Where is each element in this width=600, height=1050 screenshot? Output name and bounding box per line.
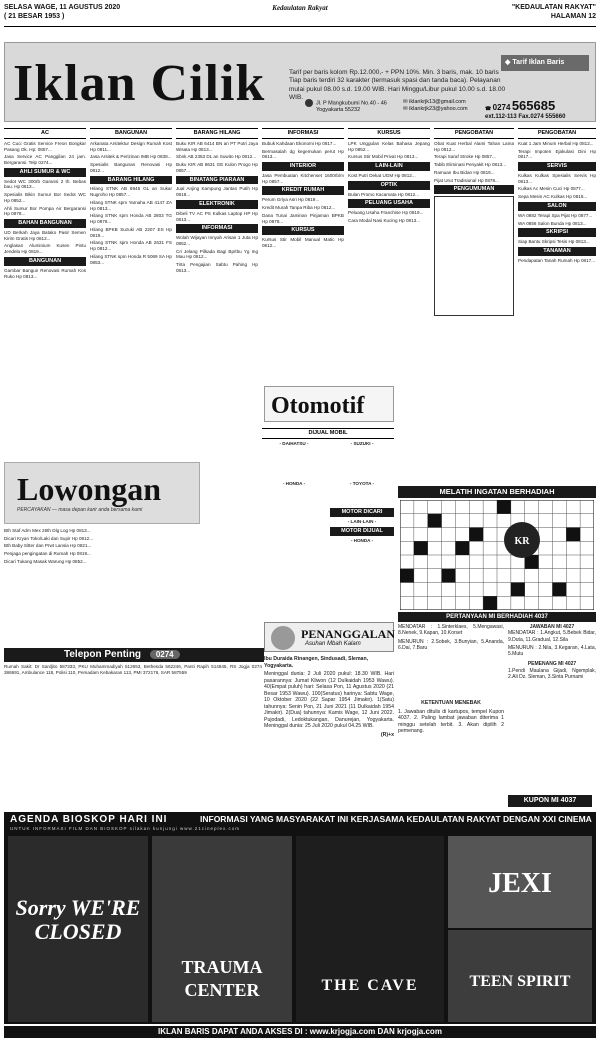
ketentuan-title: KETENTUAN MENEBAK [421, 700, 481, 706]
section-bangunan: BANGUNAN [4, 257, 86, 266]
jawaban-header: JAWABAN MI 4027 [529, 624, 575, 630]
list-item: Siap Bantu Skripsi Tesis Hp 0813... [518, 239, 590, 245]
grid-black-cell [483, 596, 497, 610]
list-item: Sbnk AB 2353 DL an Suwito Hp 0812... [176, 154, 257, 160]
lowongan-subtitle: PERCAYAKAN — masa depan karir anda bersama kami [17, 507, 143, 513]
section-tanaman: TANAMAN [518, 247, 596, 256]
list-item: Perum Griya Asri Hp 0819... [262, 197, 320, 203]
tts-mendatar: MENDATAR : 1.Sinterklaes, 5.Mengawasi, 8.Nenek, 9.Kapan, 10.Korset [398, 624, 504, 637]
tts-answers [508, 624, 596, 794]
list-item: Hilang STNK AB 6945 GL an Sukar Nugroho Hp 0857... [90, 186, 172, 198]
kupon-label: KUPON MI 4037 [508, 795, 592, 807]
brand-toyota: - TOYOTA - [349, 480, 375, 486]
phone-prefix: 0274 [492, 103, 511, 112]
email-1[interactable]: iklankrjk13@gmail.com [409, 99, 466, 105]
page-header [4, 4, 596, 24]
column-7 [518, 126, 596, 482]
section-ahli-sumur: AHLI SUMUR & WC [4, 168, 86, 177]
section-motor-dicari: MOTOR DICARI [330, 508, 394, 517]
mail-icon: ✉ [403, 105, 410, 112]
grid-black-cell [566, 528, 580, 542]
section-salon: SALON [518, 202, 596, 211]
telepon-text: Rumah Sakit: Dr Sardjito 587333, PKU Muhammadiyah 512653, Bethesda 562246, Panti Rapih 514845, RS Jogja 0274 386691, Ambulance 118, Polisi 110, Pemadam Kebakaran 113, PMI 372176, SAR 587559 [4, 664, 262, 675]
list-item: Bth Baby Sitter dan Prwt Lansia Hp 0821... [4, 543, 92, 549]
telepon-title: Telepon Penting [64, 649, 142, 660]
lowongan-sub: PERCAYAKAN [17, 507, 51, 513]
ads-daihatsu [262, 447, 326, 481]
list-item: Obat Kuat Herbal Alami Tahan Lama Hp 0812... [434, 140, 514, 152]
list-item: Dicari Kryan Toko/Laki dan Supir Hp 0812... [4, 535, 94, 541]
paper-name: "KEDAULATAN RAKYAT" [511, 4, 596, 11]
section-skripsi: SKRIPSI [518, 228, 596, 237]
penanggalan-heading: Ibu Duraida Rinangen, Sindusadi, Sleman, Yogyakarta. [264, 656, 369, 669]
grid-black-cell [400, 569, 414, 583]
otomotif-columns [262, 441, 394, 576]
poster-trauma-center[interactable] [152, 836, 292, 1022]
grid-black-cell [469, 528, 483, 542]
list-item: Buku KIR AB 6414 BN an PT Putri Jaya Wisata Hp 0813... [176, 140, 258, 152]
hijri-date: ( 21 BESAR 1953 ) [4, 13, 65, 20]
list-item: WA 0882 Terapi Spa Pijat Hp 0877... [518, 212, 593, 218]
penanggalan-signature: (R)+x [380, 731, 394, 738]
brand-honda-motor: - HONDA - [350, 537, 374, 543]
grid-black-cell [442, 569, 456, 583]
tts-menurun: MENURUN : 2.Sobek, 3.Bunyian, 5.Ananda, 6.Dai, 7.Baru [398, 638, 504, 651]
telepon-list [4, 664, 262, 804]
list-item: Kuat 1 Jam Minum Herbal Hp 0812... [518, 140, 594, 146]
list-item: Kost Putri Dekat UGM Hp 0812... [348, 172, 416, 178]
lowongan-ads [4, 528, 260, 644]
crossword-grid [400, 500, 594, 610]
list-item: UD Berkah Jaya Batako Pasir Semen Kirim Gratis Hp 0812... [4, 229, 86, 241]
phone-block [485, 98, 565, 122]
email-2[interactable]: iklankrjk23@yahoo.com [409, 105, 468, 112]
list-item: Kursus Stir Mobil Privat Hp 0813... [348, 154, 419, 160]
poster-title: Sorry WE'RE CLOSED [15, 895, 141, 945]
brand-suzuki: - SUZUKI - [350, 440, 374, 446]
list-item: Gambar Bangun Renovasi Rumah Kos Ruko Hp 0813... [4, 267, 86, 279]
poster-teen-spirit[interactable] [448, 930, 592, 1022]
list-item: Hilang BPKB Suzuki AB 2207 ES Hp 0819... [90, 226, 172, 238]
telepon-penting-header [4, 648, 264, 662]
otomotif-col-a [262, 441, 326, 576]
fax-number: 555660 [545, 114, 566, 121]
svg-text:KR: KR [514, 536, 530, 547]
jawaban-mendatar: MENDATAR : 1.Angkut, 5.Bebek Bidar, 9.Duta, 11.Gradual, 12.Sila [508, 630, 596, 643]
telepon-area-code: 0274 [150, 650, 180, 659]
list-item: Pendapatan Tanah Rumah Hp 0817... [518, 257, 596, 263]
list-item: Hilang STNK spm Honda AB 2631 FS Hp 0812... [90, 240, 172, 252]
list-item: Spesialis Bangunan Renovasi Hp 0812... [90, 162, 172, 173]
phone-ext: ext.112-113 Fax.0274 [485, 114, 544, 121]
section-interior: INTERIOR [262, 162, 344, 171]
section-optik: OPTIK [348, 181, 430, 190]
list-item: Terapi Saraf Stroke Hp 0857... [434, 154, 496, 160]
list-item: Peluang Usaha Franchise Hp 0819... [348, 210, 424, 216]
bioskop-title: AGENDA BIOSKOP HARI INI [10, 814, 168, 825]
list-item: Tirta Pengajian Sabtu Pahing Hp 0813... [176, 262, 258, 273]
bioskop-section [4, 812, 596, 1024]
phone-main[interactable]: 565685 [511, 98, 556, 113]
brand-lain: - LAIN-LAIN - [347, 519, 377, 525]
location-pin-icon [305, 99, 313, 107]
list-item: Arkanata Arsitektur Design Rumah Kost Hp 0811... [90, 140, 172, 152]
lowongan-banner [4, 462, 200, 524]
list-item: Sedot WC 300rb Garansi 2 th. Bebas bau. Hp 0813... [4, 178, 86, 190]
poster-the-cave[interactable] [296, 836, 444, 1022]
section-elektronik: ELEKTRONIK [176, 200, 258, 209]
list-item: Dibeli TV AC PS Kulkas Laptop HP Hp 0813... [176, 210, 258, 222]
address-line-2: Yogyakarta 55232 [316, 107, 361, 114]
list-item: Bubuk Kahdaan Ekonomi Hp 0817... [262, 140, 337, 146]
section-kredit-rumah: KREDIT RUMAH [262, 186, 344, 195]
otomotif-section [262, 426, 394, 622]
list-item: Kursus Stir Mobil Manual Matic Hp 0812... [262, 237, 344, 248]
section-kursus: KURSUS [262, 226, 344, 235]
list-item: WA 0856 Salon Bunda Hp 0813... [518, 220, 587, 226]
list-item: AC Cuci Gratis Service Freon Bongkar Pasang Ok. Hp: 0857... [4, 140, 86, 152]
column-6 [434, 126, 514, 482]
list-item: Anglasan Aluminium Kusen Pintu Jendela Hp 0819... [4, 243, 86, 255]
banner-title: Iklan Cilik [13, 55, 266, 112]
tag-icon: ◆ [505, 58, 513, 66]
list-item: Kredit Murah Tanpa Riba Hp 0812... [262, 205, 336, 211]
list-item: LPK Unggulan Kelas Bahasa Jepang Hp 0852... [348, 140, 430, 152]
footer-banner: IKLAN BARIS DAPAT ANDA AKSES DI : www.krjogja.com DAN krjogja.com [4, 1026, 596, 1038]
column-2 [90, 126, 172, 460]
iklan-cilik-banner [4, 42, 596, 122]
brand-honda: - HONDA - [282, 480, 306, 486]
list-item: Sepa Mesin AC Kulkas Hp 0816... [518, 194, 588, 200]
list-item: Wolah Wijayan Innyah Arisan 1 Juta Hp 0852... [176, 235, 258, 246]
list-item: Terapi Impoten Ejakulasi Dini Hp 0817... [518, 148, 596, 160]
section-peluang-usaha: PELUANG USAHA [348, 199, 430, 208]
grid-black-cell [414, 541, 428, 555]
masthead: Kedaulatan Rakyat [272, 4, 328, 12]
mail-icon: ✉ [403, 99, 410, 105]
section-kursus: KURSUS [348, 128, 430, 139]
section-bahan-bangunan: BAHAN BANGUNAN [4, 219, 86, 228]
section-pengobatan: PENGOBATAN [518, 128, 596, 139]
list-item: Bermasalah dg kegemukan perut Hp 0813... [262, 148, 344, 160]
list-item: Kulkas Ac Mesin Cuci Hp 0877... [518, 186, 585, 192]
grid-black-cell [497, 500, 511, 514]
poster-title: JEXI [488, 868, 552, 899]
tarif-logo-label: Tarif Iklan Baris [512, 58, 565, 66]
grid-black-cell [511, 583, 525, 597]
list-item: Hilang STNK spm Yamaha AB 4147 ZA Hp 0813... [90, 199, 172, 211]
section-pengobatan: PENGOBATAN [434, 128, 514, 139]
penanggalan-text: Meninggal dunia: 2 Juli 2020 pukul: 18.30 WIB. Hari pasarannya: Jumat Kliwon (12 Dulkaidah 1953 Wawu). 40(Empat puluh) hari: Selasa Pon, 11 Agustus 2020 (21 Besar 1953 Wawu). 100(Seratus) harinya: Sabtu Wage, 10 Oktober 2020 (22 Sapar 1954 Jimakir). 1(Satu) tahunnya: Senin Pon, 21 Juni 2021 (11 Dulkaidah 1954 Jimakir). 2(Dua) tahunnya: Kamis Wage, 12 Juni 2022. Pujodadi, Ledoktukangan, Danurejan, Yogyakarta. Meninggal dunia: 25 Juli 2020 pukul 04.25 WIB. [264, 671, 394, 729]
poster-title: TEEN SPIRIT [469, 973, 571, 990]
section-ac: AC [4, 128, 86, 139]
otomotif-title: Otomotif [271, 393, 365, 419]
section-informasi: INFORMASI [262, 128, 344, 139]
list-item: Jasa Service AC Panggilan 24 jam. Bergaransi. Telp 0274... [4, 154, 86, 166]
list-item: Bth Staf Adm Mex 26th Dlg Log Hp 0813... [4, 528, 91, 533]
announcement-box [434, 196, 514, 316]
section-lain-lain: LAIN-LAIN [348, 162, 430, 171]
poster-title: TRAUMA CENTER [181, 957, 263, 1000]
grid-black-cell [428, 514, 442, 528]
section-barang-hilang: BARANG HILANG [90, 176, 172, 185]
tts-questions [398, 624, 504, 698]
list-item: Tabib Eliminasi Penyakit Hp 0813... [434, 162, 507, 168]
list-item: Cri Jelang Pilkada Bagi Bp/Ibu Yg Ing Mau Hp 0812... [176, 248, 258, 260]
grid-black-cell [552, 583, 566, 597]
section-servis: SERVIS [518, 162, 596, 171]
date-line: SELASA WAGE, 11 AGUSTUS 2020 [4, 4, 121, 11]
list-item: Cara Modal Nasi Kucing Hp 0813... [348, 217, 421, 223]
page-number: HALAMAN 12 [550, 13, 596, 20]
penanggalan-banner [264, 622, 394, 652]
header-rule [4, 26, 596, 27]
ketentuan-box [398, 700, 504, 800]
section-bangunan: BANGUNAN [90, 128, 172, 139]
list-item: Jual Anjing Kampung Jantan Putih Hp 0818... [176, 186, 258, 198]
list-item: Jasa Pembuatan Kitchenset 1600rb/m Hp 0857... [262, 172, 344, 184]
section-barang-hilang: BARANG HILANG [176, 128, 258, 139]
brand-daihatsu: - DAIHATSU - [279, 440, 309, 446]
list-item: Buku KIR AB 8631 GE Kulon Progo Hp 0857... [176, 162, 258, 173]
list-item: Bulan Promo Kacamata Hp 0812... [348, 191, 419, 197]
column-1 [4, 126, 86, 460]
address-block [305, 99, 387, 114]
column-3 [176, 126, 258, 460]
ads-honda [262, 486, 326, 576]
list-item: Jasa Arsitek & Perizinan IMB Hp 0838... [90, 154, 172, 160]
list-item: Ramuan Ibu Bidan Hp 0819... [434, 169, 495, 175]
tts-header: MELATIH INGATAN BERHADIAH [398, 486, 596, 498]
email-block [403, 99, 468, 113]
section-pengumuman: PENGUMUMAN [434, 185, 514, 194]
column-5 [348, 126, 430, 384]
ketentuan-text: 1. Jawaban ditulis di kartupos, tempel Kupon 4037. 2. Paling lambat jawaban diterima 1 minggu setelah terbit. 3. Akan dipilih 2 pemenang. [398, 708, 504, 734]
jawaban-menurun: MENURUN : 2.Nila, 3.Kegaran, 4.Lata, 5.Mutu [508, 644, 596, 657]
otomotif-col-b [330, 441, 394, 576]
column-4 [262, 126, 344, 384]
list-item: Kulkas Kulkas Spesialis Servis Hp 0813... [518, 172, 596, 184]
list-item: Ahli Sumur Bor Pompa Air Bergaransi Hp 0878... [4, 205, 86, 217]
poster-jexi[interactable] [448, 836, 592, 928]
avatar [271, 626, 295, 650]
poster-title: THE CAVE [321, 977, 419, 994]
ads-suzuki [330, 447, 394, 481]
list-item: Hilang STNK spm Honda AB 2803 TG Hp 0878... [90, 213, 172, 225]
list-item: Penjaga pengingatan di Rumah Hp 0819... [4, 551, 91, 557]
bioskop-subtitle: INFORMASI YANG MASYARAKAT INI KERJASAMA KEDAULATAN RAKYAT DENGAN XXI CINEMA [200, 814, 592, 824]
ads-toyota [330, 486, 394, 506]
tariff-description: Tarif per baris kolom Rp.12.000,- + PPN 10%. Min. 3 baris, mak. 10 baris Tiap baris terdiri 32 karakter (termasuk spasi dan tanda baca). Pelayanan mulai pukul 08.00 s.d. 19.00 WIB. Hari Minggu/Libur pukul 10.00 s.d. 18.00 WIB. [289, 69, 506, 102]
list-item: Spesialis Bikin Sumur Bor Sedot WC Hp 0852... [4, 192, 86, 203]
bioskop-info: UNTUK INFORMASI FILM DAN BIOSKOP silakan kunjungi www.21cineplex.com [10, 826, 240, 831]
pemenang-header: PEMENANG MI 4027 [527, 661, 577, 668]
penanggalan-title: PENANGGALAN [301, 627, 396, 641]
list-item: Pijat Urut Tradisional Hp 0878... [434, 177, 499, 183]
tarif-logo [501, 55, 589, 71]
grid-black-cell [455, 541, 469, 555]
section-motor-dijual: MOTOR DIJUAL [330, 527, 394, 536]
list-item: Dicari Tukang Masak Warung Hp 0852... [4, 558, 87, 564]
list-item: Hilang STNK spm Honda R 5069 SA Hp 0853... [90, 253, 172, 265]
address-line-1: Jl. P Mangkubumi No.40 - 46 [316, 100, 387, 107]
list-item: Dana Tunai Jaminan Pinjaman BPKB Hp 0878... [262, 212, 344, 224]
section-informasi: INFORMASI [176, 224, 258, 233]
penanggalan-sub: Asuhan Mbah Kalam [305, 641, 361, 647]
pemenang-text: 1.Pendi Maulana Gijadi, Ngemplak, 2.Ali Dz. Sleman, 3.Sinta Purnami [508, 667, 596, 680]
phone-icon: ☎ [485, 106, 493, 112]
poster-sorry-were-closed[interactable] [8, 836, 148, 1022]
otomotif-banner [264, 386, 394, 422]
penanggalan-body [264, 656, 394, 806]
lowongan-sub2: masa depan karir anda bersama kami [58, 507, 143, 513]
tts-question-header: PERTANYAAN MI BERHADIAH 4037 [398, 612, 596, 622]
section-binatang: BINATANG PIARAAN [176, 176, 258, 185]
lowongan-title: Lowongan [17, 471, 162, 507]
section-dijual-mobil: DIJUAL MOBIL [262, 428, 394, 439]
